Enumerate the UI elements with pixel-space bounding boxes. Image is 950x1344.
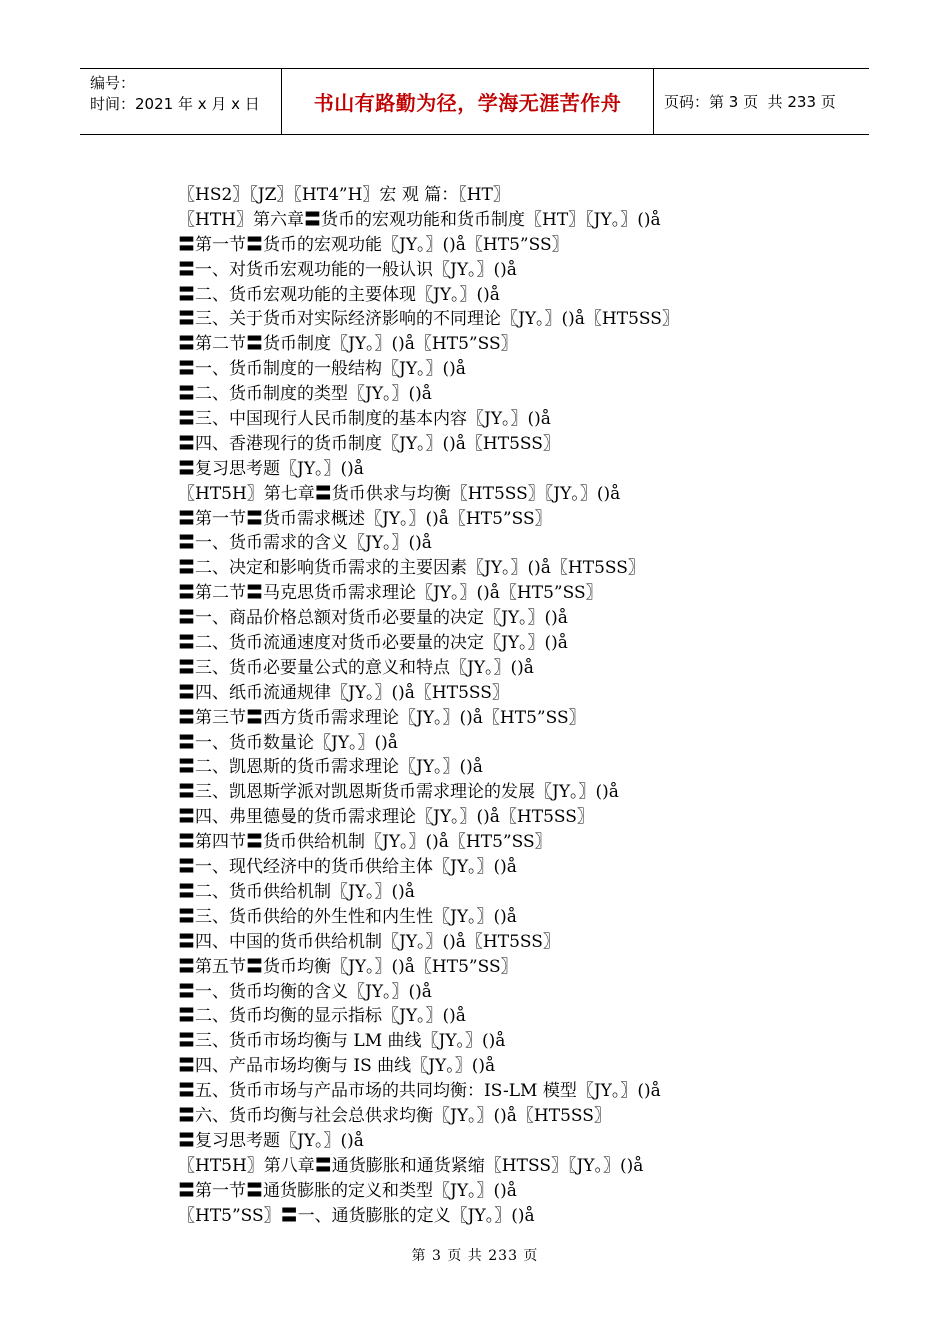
body-line: 〖HTH〗第六章〓货币的宏观功能和货币制度〖HT〗〖JY。〗()å: [178, 209, 661, 230]
header-number-label: 编号：: [90, 74, 136, 92]
body-line: 〓四、弗里德曼的货币需求理论〖JY。〗()å〖HT5SS〗: [178, 807, 594, 828]
body-line: 〖HT5”SS〗〓一、通货膨胀的定义〖JY。〗()å: [178, 1205, 535, 1226]
body-line: 〓二、决定和影响货币需求的主要因素〖JY。〗()å〖HT5SS〗: [178, 558, 645, 579]
body-line: 〓三、货币供给的外生性和内生性〖JY。〗()å: [178, 906, 517, 927]
body-line: 〓六、货币均衡与社会总供求均衡〖JY。〗()å〖HT5SS〗: [178, 1105, 611, 1126]
body-line: 〖HS2〗〖JZ〗〖HT4”H〗宏 观 篇：〖HT〗: [178, 185, 510, 205]
body-line: 〓四、产品市场均衡与 IS 曲线〖JY。〗()å: [178, 1056, 496, 1077]
body-line: 〓二、货币流通速度对货币必要量的决定〖JY。〗()å: [178, 633, 568, 654]
header-motto: 书山有路勤为径，学海无涯苦作舟: [282, 69, 654, 134]
body-line: 〓第一节〓通货膨胀的定义和类型〖JY。〗()å: [178, 1180, 517, 1201]
header-page-info: 页码：第 3 页 共 233 页: [664, 93, 836, 111]
body-line: 〓一、商品价格总额对货币必要量的决定〖JY。〗()å: [178, 608, 568, 629]
body-line: 〓复习思考题〖JY。〗()å: [178, 458, 364, 479]
page-header: [80, 68, 869, 135]
body-line: 〖HT5H〗第七章〓货币供求与均衡〖HT5SS〗〖JY。〗()å: [178, 483, 621, 504]
body-line: 〓二、货币制度的类型〖JY。〗()å: [178, 384, 432, 405]
body-line: 〓三、中国现行人民币制度的基本内容〖JY。〗()å: [178, 409, 551, 430]
body-line: 〓一、货币需求的含义〖JY。〗()å: [178, 533, 432, 554]
body-line: 〓第五节〓货币均衡〖JY。〗()å〖HT5”SS〗: [178, 956, 518, 977]
body-line: 〓一、现代经济中的货币供给主体〖JY。〗()å: [178, 857, 517, 878]
body-line: 〓五、货币市场与产品市场的共同均衡：IS-LM 模型〖JY。〗()å: [178, 1081, 661, 1102]
body-line: 〓一、货币均衡的含义〖JY。〗()å: [178, 981, 432, 1002]
body-line: 〖HT5H〗第八章〓通货膨胀和通货紧缩〖HTSS〗〖JY。〗()å: [178, 1155, 644, 1176]
body-line: 〓三、凯恩斯学派对凯恩斯货币需求理论的发展〖JY。〗()å: [178, 782, 619, 803]
body-line: 〓三、关于货币对实际经济影响的不同理论〖JY。〗()å〖HT5SS〗: [178, 309, 679, 330]
body-line: 〓第三节〓西方货币需求理论〖JY。〗()å〖HT5”SS〗: [178, 707, 586, 728]
body-line: 〓一、对货币宏观功能的一般认识〖JY。〗()å: [178, 259, 517, 280]
body-line: 〓二、货币宏观功能的主要体现〖JY。〗()å: [178, 284, 500, 305]
body-line: 〓二、凯恩斯的货币需求理论〖JY。〗()å: [178, 757, 483, 778]
document-body: [178, 183, 778, 1228]
body-line: 〓第一节〓货币的宏观功能〖JY。〗()å〖HT5”SS〗: [178, 234, 569, 255]
body-line: 〓复习思考题〖JY。〗()å: [178, 1130, 364, 1151]
body-line: 〓一、货币数量论〖JY。〗()å: [178, 732, 398, 753]
header-date: 时间：2021 年 x 月 x 日: [90, 95, 260, 113]
body-line: 〓四、纸币流通规律〖JY。〗()å〖HT5SS〗: [178, 682, 509, 703]
body-line: 〓三、货币必要量公式的意义和特点〖JY。〗()å: [178, 657, 534, 678]
body-line: 〓四、中国的货币供给机制〖JY。〗()å〖HT5SS〗: [178, 931, 560, 952]
body-line: 〓一、货币制度的一般结构〖JY。〗()å: [178, 359, 466, 380]
body-line: 〓第四节〓货币供给机制〖JY。〗()å〖HT5”SS〗: [178, 832, 552, 853]
body-line: 〓三、货币市场均衡与 LM 曲线〖JY。〗()å: [178, 1031, 506, 1052]
header-meta: [80, 69, 282, 134]
page-footer: 第 3 页 共 233 页: [411, 1248, 539, 1264]
body-line: 〓二、货币供给机制〖JY。〗()å: [178, 881, 415, 902]
body-line: 〓第二节〓马克思货币需求理论〖JY。〗()å〖HT5”SS〗: [178, 583, 603, 604]
body-line: 〓第二节〓货币制度〖JY。〗()å〖HT5”SS〗: [178, 334, 518, 355]
body-line: 〓二、货币均衡的显示指标〖JY。〗()å: [178, 1006, 466, 1027]
body-line: 〓第一节〓货币需求概述〖JY。〗()å〖HT5”SS〗: [178, 508, 552, 529]
body-line: 〓四、香港现行的货币制度〖JY。〗()å〖HT5SS〗: [178, 433, 560, 454]
